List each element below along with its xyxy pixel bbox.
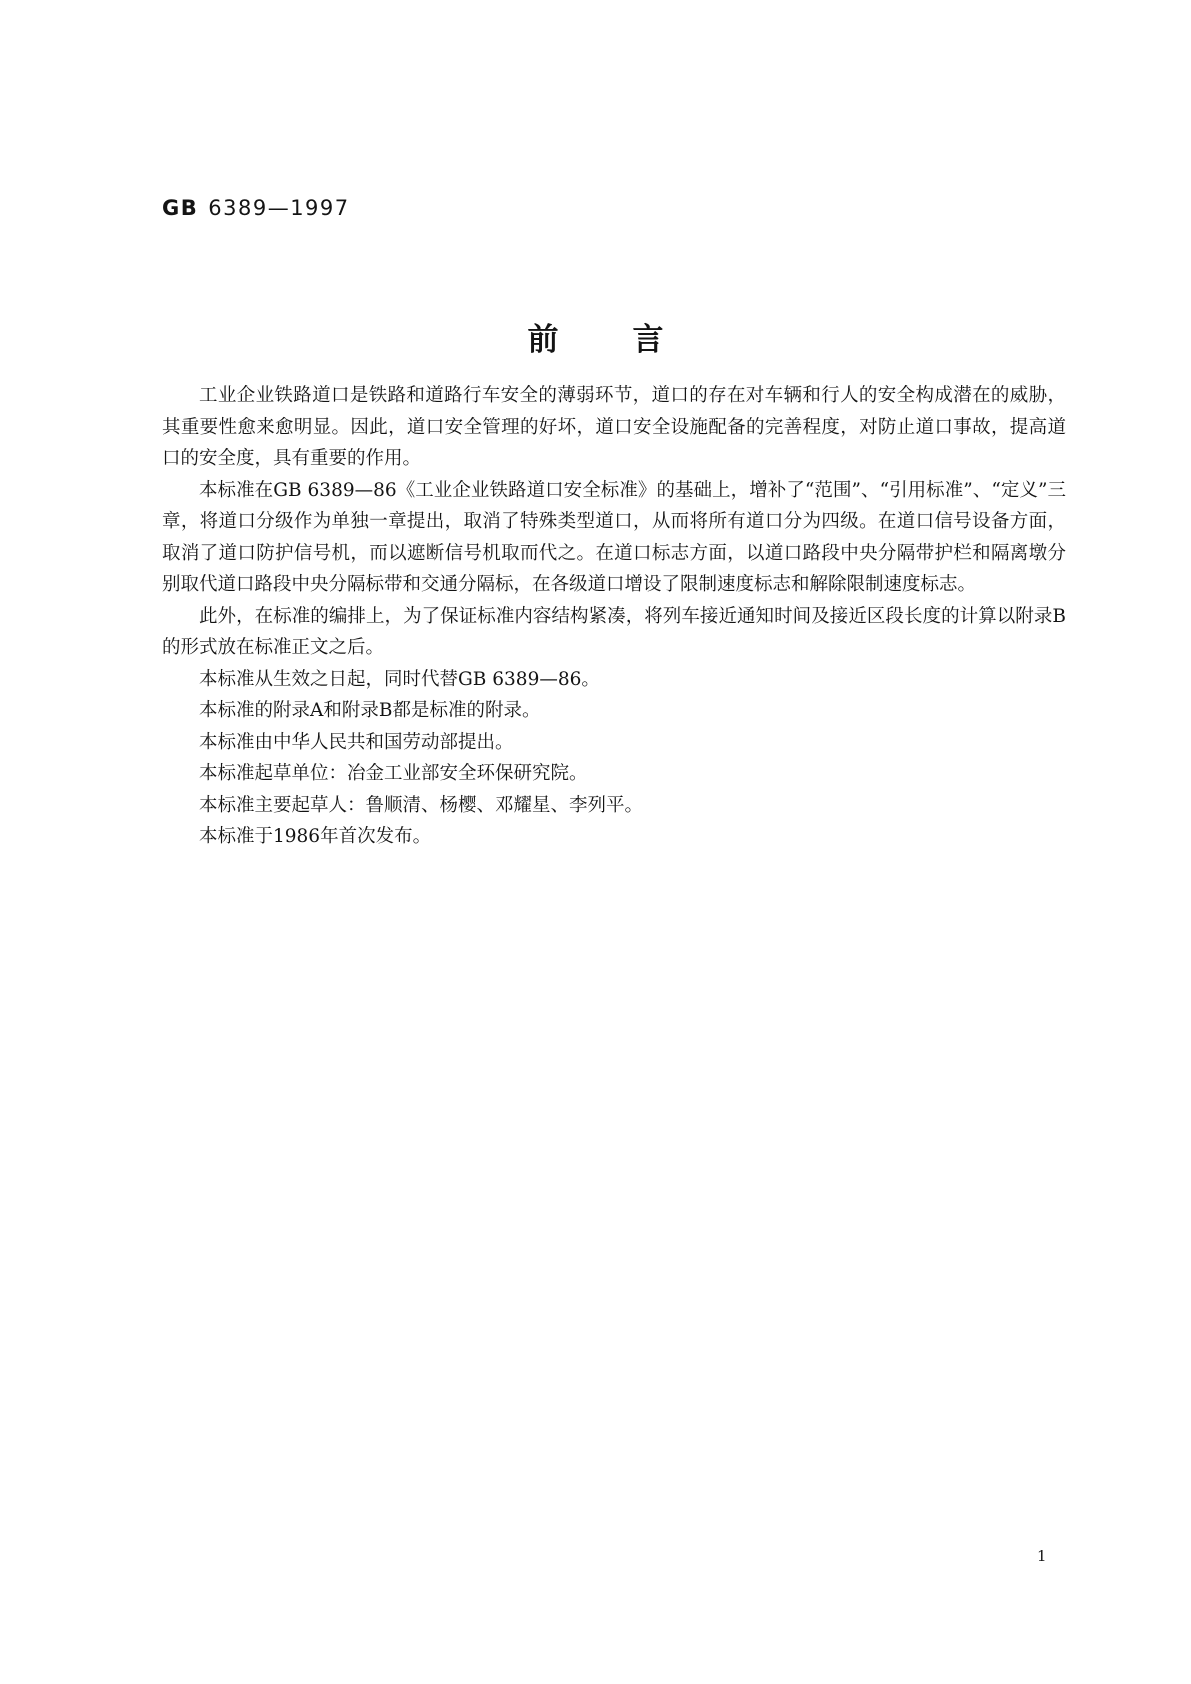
paragraph-intro: 工业企业铁路道口是铁路和道路行车安全的薄弱环节，道口的存在对车辆和行人的安全构成潜在的威胁，其重要性愈来愈明显。因此，道口安全管理的好坏，道口安全设施配备的完善程度，对防止道口事故，提高道口的安全度，具有重要的作用。 bbox=[162, 385, 1066, 469]
paragraph-appendix: 本标准的附录A和附录B都是标准的附录。 bbox=[199, 700, 541, 721]
paragraph-first-release: 本标准于1986年首次发布。 bbox=[199, 826, 432, 847]
standard-number bbox=[162, 196, 350, 220]
paragraph-layout: 此外，在标准的编排上，为了保证标准内容结构紧凑，将列车接近通知时间及接近区段长度的计算以附录B的形式放在标准正文之后。 bbox=[162, 605, 1066, 658]
paragraph-drafting-unit: 本标准起草单位：冶金工业部安全环保研究院。 bbox=[199, 763, 588, 784]
standard-code: 6389—1997 bbox=[208, 196, 350, 220]
page-title: 前言 bbox=[527, 322, 738, 358]
paragraph-drafters: 本标准主要起草人：鲁顺清、杨樱、邓耀星、李列平。 bbox=[199, 794, 644, 816]
paragraph-replacement: 本标准从生效之日起，同时代替GB 6389—86。 bbox=[199, 668, 600, 690]
paragraph-changes: 本标准在GB 6389—86《工业企业铁路道口安全标准》的基础上，增补了“范围”、“引用标准”、“定义”三章，将道口分级作为单独一章提出，取消了特殊类型道口，从而将所有道口分为四级。在道口信号设备方面，取消了道口防护信号机，而以遮断信号机取而代之。在道口标志方面，以道口路段中央分隔带护栏和隔离墩分别取代道口路段中央分隔标带和交通分隔标，在各级道口增设了限制速度标志和解除限制速度标志。 bbox=[162, 479, 1066, 595]
page-number: 1 bbox=[1037, 1547, 1047, 1565]
foreword-body bbox=[162, 380, 1066, 853]
standard-prefix: GB bbox=[162, 196, 199, 220]
paragraph-proposer: 本标准由中华人民共和国劳动部提出。 bbox=[199, 731, 514, 753]
